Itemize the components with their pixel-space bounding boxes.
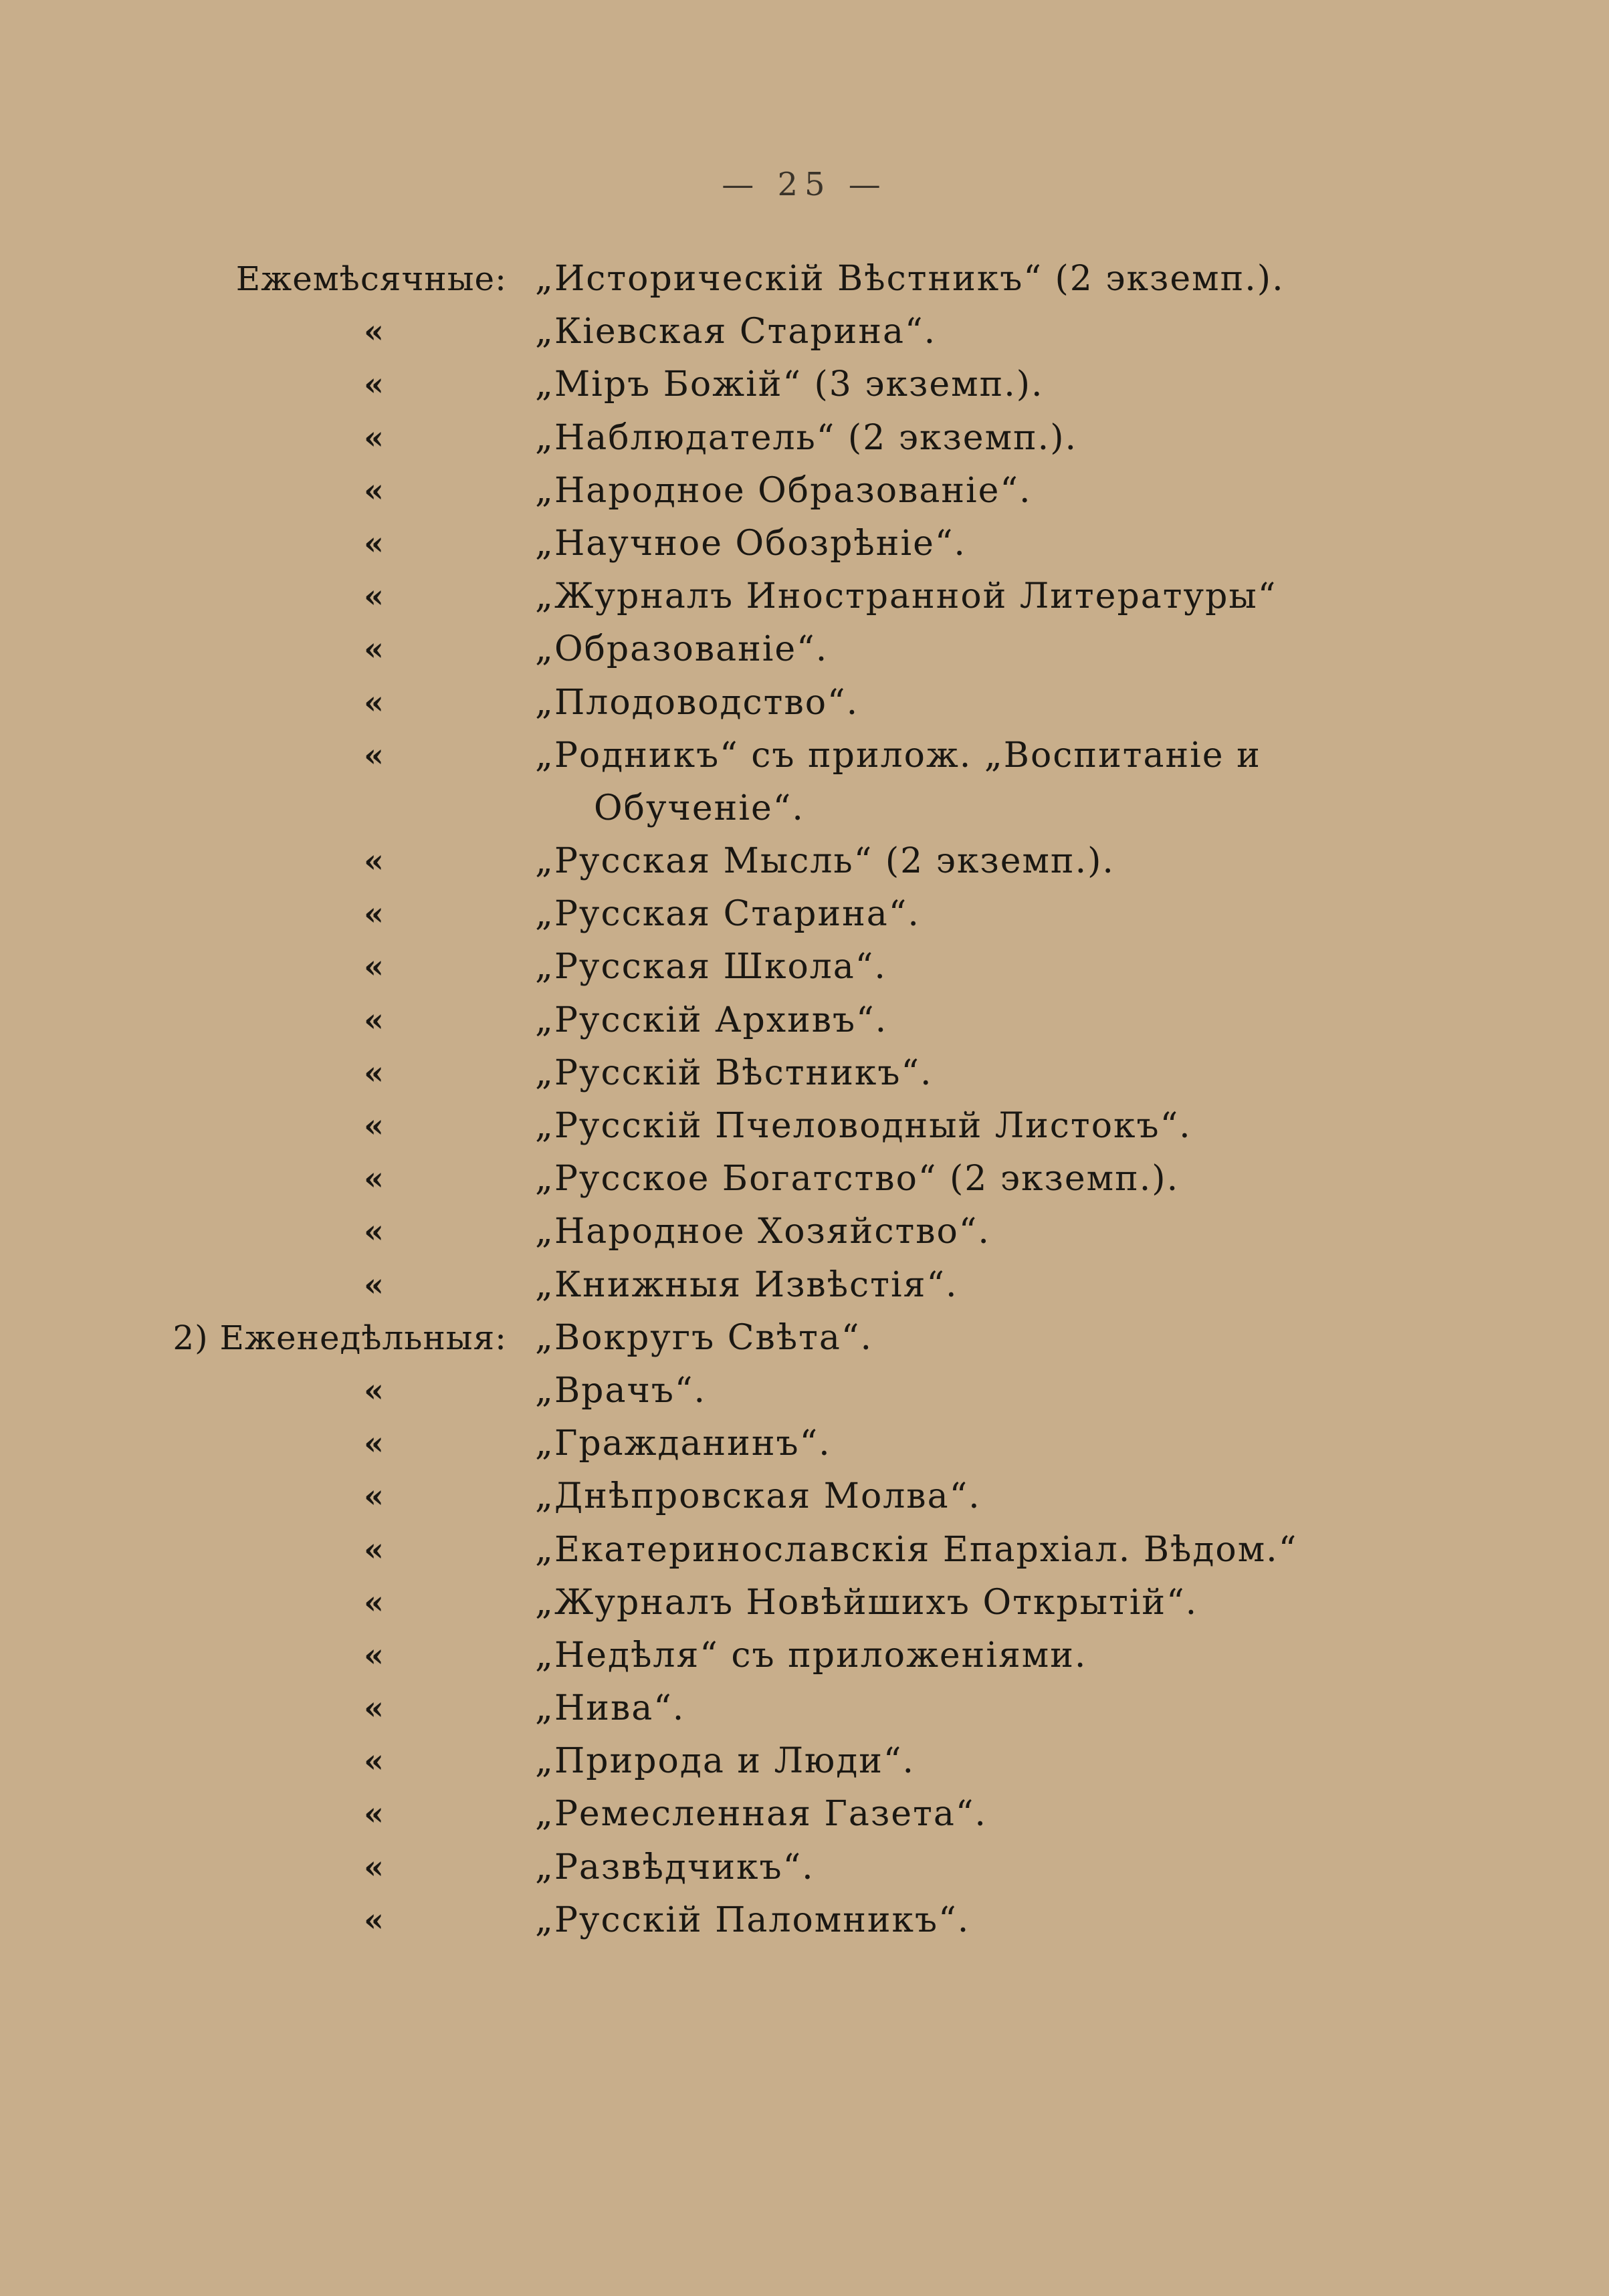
periodical-title-line: „Гражданинъ“.: [535, 1423, 831, 1464]
periodical-title-line: „Русская Мысль“ (2 экземп.).: [535, 841, 1115, 882]
ditto-mark: «: [364, 1795, 384, 1833]
periodical-title: [535, 1470, 1311, 1523]
ditto-mark: «: [364, 419, 384, 457]
periodical-title-line: „Русское Богатство“ (2 экземп.).: [535, 1159, 1180, 1199]
ditto-mark: «: [364, 1001, 384, 1039]
periodical-title-line: „Русская Старина“.: [535, 894, 920, 935]
periodical-title-line: „Журналъ Иностранной Литературы“: [535, 576, 1277, 617]
list-item: [0, 1206, 1609, 1258]
list-item: [0, 623, 1609, 676]
periodical-title: [535, 623, 1311, 676]
periodical-title-line: „Историческій Вѣстникъ“ (2 экземп.).: [535, 259, 1285, 299]
list-item: [0, 1788, 1609, 1841]
list-item: [0, 1841, 1609, 1894]
periodical-title: [535, 835, 1311, 888]
periodical-title: [535, 306, 1311, 358]
ditto-mark: «: [364, 1690, 384, 1728]
list-item: [0, 941, 1609, 994]
list-item: [0, 1259, 1609, 1312]
periodical-title-line: „Развѣдчикъ“.: [535, 1847, 815, 1887]
periodical-title-line: „Народное Образованіе“.: [535, 470, 1032, 511]
ditto-mark: «: [364, 1530, 384, 1569]
periodical-title: [535, 1153, 1311, 1206]
ditto-mark: «: [364, 1478, 384, 1516]
periodical-title-line: „Журналъ Новѣйшихъ Открытій“.: [535, 1582, 1198, 1623]
periodical-title: [535, 677, 1311, 729]
ditto-mark: «: [364, 1636, 384, 1674]
periodical-title-line: „Природа и Люди“.: [535, 1741, 916, 1782]
periodical-title-line: „Днѣпровская Молва“.: [535, 1476, 981, 1517]
list-item: [0, 835, 1609, 888]
list-item: [0, 1153, 1609, 1206]
periodical-title: [535, 570, 1311, 623]
periodical-title-line: „Русскій Архивъ“.: [535, 1000, 888, 1040]
periodical-title: [535, 888, 1311, 941]
periodical-title: [535, 412, 1311, 465]
list-item: [0, 358, 1609, 411]
list-item: [0, 570, 1609, 623]
ditto-mark: «: [364, 471, 384, 509]
periodical-title-line: „Русская Школа“.: [535, 947, 887, 988]
ditto-mark: «: [364, 1742, 384, 1781]
periodical-title: [535, 1312, 1311, 1365]
periodical-title-line: Обученіе“.: [594, 788, 804, 828]
category-label: Ежемѣсячные:: [235, 259, 507, 298]
periodical-title: [535, 994, 1311, 1047]
ditto-mark: «: [364, 736, 384, 774]
list-item: [0, 1047, 1609, 1100]
list-item: [0, 888, 1609, 941]
ditto-mark: «: [364, 895, 384, 933]
periodical-title: [535, 1894, 1311, 1947]
periodical-title-line: „Ремесленная Газета“.: [535, 1794, 987, 1835]
ditto-mark: «: [364, 630, 384, 669]
ditto-mark: «: [364, 1371, 384, 1409]
list-item: [0, 1365, 1609, 1417]
list-item: [0, 1682, 1609, 1735]
periodical-title-line: „Наблюдатель“ (2 экземп.).: [535, 417, 1078, 458]
periodical-title: [535, 465, 1311, 518]
periodical-title: [535, 358, 1311, 411]
periodical-title-line: „Екатеринославскія Епархіал. Вѣдом.“: [535, 1529, 1298, 1570]
periodicals-list: [0, 253, 1609, 1947]
periodical-title: [535, 1577, 1311, 1629]
periodical-title: [535, 1841, 1311, 1894]
periodical-title-line: „Русскій Паломникъ“.: [535, 1900, 970, 1940]
ditto-mark: «: [364, 1583, 384, 1621]
periodical-title-line: „Научное Обозрѣніе“.: [535, 523, 966, 564]
periodical-title: [535, 1365, 1311, 1417]
ditto-mark: «: [364, 524, 384, 562]
periodical-title-line: „Книжныя Извѣстія“.: [535, 1264, 958, 1305]
ditto-mark: «: [364, 366, 384, 404]
periodical-title-line: „Вокругъ Свѣта“.: [535, 1317, 873, 1358]
list-item: [0, 1894, 1609, 1947]
periodical-title: [535, 1629, 1311, 1682]
periodical-title: [535, 1100, 1311, 1153]
periodical-title-line: „Народное Хозяйство“.: [535, 1212, 990, 1252]
list-item: [0, 994, 1609, 1047]
periodical-title-line: „Кіевская Старина“.: [535, 312, 937, 352]
ditto-mark: «: [364, 1266, 384, 1304]
periodical-title-line: „Образованіе“.: [535, 629, 829, 670]
list-item: [0, 465, 1609, 518]
periodical-title: [535, 1206, 1311, 1258]
periodical-title: [535, 1259, 1311, 1312]
periodical-title: [535, 1788, 1311, 1841]
list-item: [0, 1735, 1609, 1788]
ditto-mark: «: [364, 948, 384, 986]
page-number: — 25 —: [722, 166, 887, 203]
periodical-title-line: „Врачъ“.: [535, 1370, 707, 1411]
list-item: [0, 1629, 1609, 1682]
ditto-mark: «: [364, 1901, 384, 1939]
category-label: 2) Еженедѣльныя:: [173, 1318, 507, 1357]
ditto-mark: «: [364, 1213, 384, 1251]
periodical-title: [535, 941, 1311, 994]
periodical-title: [535, 1417, 1311, 1470]
list-item: [0, 729, 1609, 835]
periodical-title-line: „Родникъ“ съ прилож. „Воспитаніе и: [535, 735, 1261, 776]
ditto-mark: «: [364, 578, 384, 616]
list-item: [0, 518, 1609, 570]
ditto-mark: «: [364, 1107, 384, 1145]
list-item: [0, 1470, 1609, 1523]
list-item: [0, 677, 1609, 729]
ditto-mark: «: [364, 683, 384, 721]
periodical-title-line: „Міръ Божій“ (3 экземп.).: [535, 364, 1044, 405]
list-item: [0, 1100, 1609, 1153]
periodical-title: [535, 729, 1311, 835]
periodical-title: [535, 1682, 1311, 1735]
periodical-title: [535, 1735, 1311, 1788]
ditto-mark: «: [364, 1848, 384, 1886]
list-item: [0, 1524, 1609, 1577]
ditto-mark: «: [364, 1054, 384, 1092]
periodical-title: [535, 1047, 1311, 1100]
periodical-title-line: „Русскій Пчеловодный Листокъ“.: [535, 1106, 1192, 1147]
periodical-title-line: „Нива“.: [535, 1688, 685, 1729]
list-item: [0, 1577, 1609, 1629]
list-item: [0, 253, 1609, 306]
ditto-mark: «: [364, 1160, 384, 1198]
periodical-title: [535, 1524, 1311, 1577]
list-item: [0, 306, 1609, 358]
periodical-title-line: „Недѣля“ съ приложеніями.: [535, 1635, 1087, 1676]
ditto-mark: «: [364, 842, 384, 881]
list-item: [0, 1417, 1609, 1470]
list-item: [0, 1312, 1609, 1365]
periodical-title-line: „Русскій Вѣстникъ“.: [535, 1052, 933, 1093]
list-item: [0, 412, 1609, 465]
ditto-mark: «: [364, 313, 384, 351]
periodical-title: [535, 518, 1311, 570]
ditto-mark: «: [364, 1425, 384, 1463]
periodical-title: [535, 253, 1311, 306]
periodical-title-line: „Плодоводство“.: [535, 682, 859, 723]
